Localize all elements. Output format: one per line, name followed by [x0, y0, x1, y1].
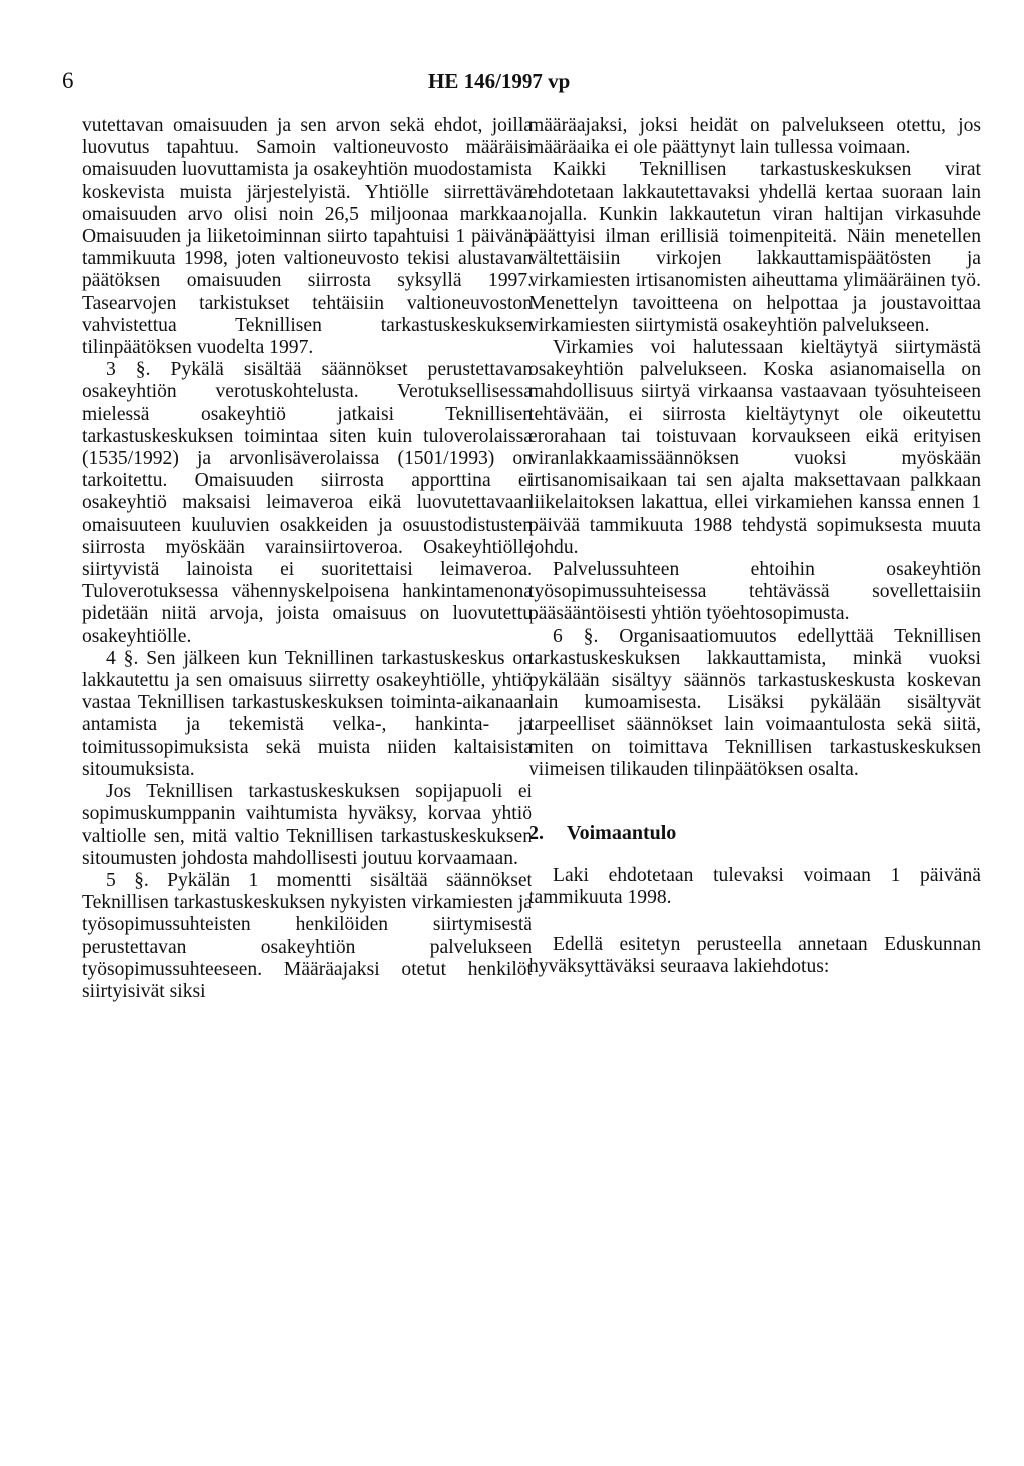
paragraph: 6 §. Organisaatiomuutos edellyttää Teknillisen tarkastuskeskuksen lakkauttamista, minkä vuoksi pykälään sisältyy säännös tarkastuskeskusta koskevan lain kumoamisesta. Lisäksi pykälään sisältyvät tarpeelliset säännökset lain voimaantulosta sekä siitä, miten on toimittava Teknillisen tarkastuskeskuksen viimeisen tilikauden tilinpäätöksen osalta.: [529, 625, 981, 780]
left-column: [82, 115, 532, 1003]
right-column: [529, 115, 981, 978]
section-heading: [529, 821, 981, 845]
paragraph: Virkamies voi halutessaan kieltäytyä siirtymästä osakeyhtiön palvelukseen. Koska asianomaisella on mahdollisuus siirtyä virkaansa vastaavaan työsuhteiseen tehtävään, ei siirrosta kieltäytynyt ole oikeutettu erorahaan tai toistuvaan korvaukseen eikä erityisen viranlakkaamissäännöksen vuoksi myöskään irtisanomisaikaan tai sen ajalta maksettavaan palkkaan liikelaitoksen lakattua, ellei virkamiehen kanssa ennen 1 päivää tammikuuta 1988 tehdystä sopimuksesta muuta johdu.: [529, 337, 981, 558]
page-number: 6: [62, 68, 74, 93]
paragraph: Palvelussuhteen ehtoihin osakeyhtiön työsopimussuhteisessa tehtävässä sovellettaisiin pääsääntöisesti yhtiön työehtosopimusta.: [529, 559, 981, 625]
paragraph: Jos Teknillisen tarkastuskeskuksen sopijapuoli ei sopimuskumppanin vaihtumista hyväksy, korvaa yhtiö valtiolle sen, mitä valtio Teknillisen tarkastuskeskuksen sitoumusten johdosta mahdollisesti joutuu korvaamaan.: [82, 781, 532, 869]
paragraph: 3 §. Pykälä sisältää säännökset perustettavan osakeyhtiön verotuskohtelusta. Verotuksellisessa mielessä osakeyhtiö jatkaisi Teknillisen tarkastuskeskuksen toimintaa siten kuin tuloverolaissa (1535/1992) ja arvonlisäverolaissa (1501/1993) on tarkoitettu. Omaisuuden siirrosta apporttina ei osakeyhtiö maksaisi leimaveroa eikä luovutettavaan omaisuuteen kuuluvien osakkeiden ja osuustodistusten siirrosta myöskään varainsiirtoveroa. Osakeyhtiölle siirtyvistä lainoista ei suoritettaisi leimaveroa. Tuloverotuksessa vähennyskelpoisena hankintamenona pidetään niitä arvoja, joista omaisuus on luovutettu osakeyhtiölle.: [82, 359, 532, 647]
paragraph: 5 §. Pykälän 1 momentti sisältää säännökset Teknillisen tarkastuskeskuksen nykyisten virkamiesten ja työsopimussuhteisten henkilöiden siirtymisestä perustettavan osakeyhtiön palvelukseen työsopimussuhteeseen. Määräajaksi otetut henkilöt siirtyisivät siksi: [82, 869, 532, 1002]
paragraph: määräajaksi, joksi heidät on palvelukseen otettu, jos määräaika ei ole päättynyt lain tullessa voimaan.: [529, 115, 981, 159]
section-number: 2.: [529, 822, 544, 845]
section-title: Voimaantulo: [567, 822, 677, 845]
paragraph: Edellä esitetyn perusteella annetaan Eduskunnan hyväksyttäväksi seuraava lakiehdotus:: [529, 933, 981, 977]
document-id: HE 146/1997 vp: [428, 69, 571, 93]
paragraph: Laki ehdotetaan tulevaksi voimaan 1 päivänä tammikuuta 1998.: [529, 865, 981, 909]
paragraph: vutettavan omaisuuden ja sen arvon sekä ehdot, joilla luovutus tapahtuu. Samoin valtioneuvosto määräisi omaisuuden luovuttamista ja osakeyhtiön muodostamista koskevista muista järjestelyistä. Yhtiölle siirrettävän omaisuuden arvo olisi noin 26,5 miljoonaa markkaa. Omaisuuden ja liiketoiminnan siirto tapahtuisi 1 päivänä tammikuuta 1998, joten valtioneuvosto tekisi alustavan päätöksen omaisuuden siirrosta syksyllä 1997. Tasearvojen tarkistukset tehtäisiin valtioneuvoston vahvistettua Teknillisen tarkastuskeskuksen tilinpäätöksen vuodelta 1997.: [82, 115, 532, 359]
paragraph: Kaikki Teknillisen tarkastuskeskuksen virat ehdotetaan lakkautettavaksi yhdellä kertaa suoraan lain nojalla. Kunkin lakkautetun viran haltijan virkasuhde päättyisi ilman erillisiä toimenpiteitä. Näin menetellen vältettäisiin virkojen lakkauttamispäätösten ja virkamiesten irtisanomisten aiheuttama ylimääräinen työ. Menettelyn tavoitteena on helpottaa ja joustavoittaa virkamiesten siirtymistä osakeyhtiön palvelukseen.: [529, 159, 981, 336]
paragraph: 4 §. Sen jälkeen kun Teknillinen tarkastuskeskus on lakkautettu ja sen omaisuus siirretty osakeyhtiölle, yhtiö vastaa Teknillisen tarkastuskeskuksen toiminta-aikanaan antamista ja tekemistä velka-, hankinta- ja toimitussopimuksista sekä muista niiden kaltaisista sitoumuksista.: [82, 647, 532, 780]
